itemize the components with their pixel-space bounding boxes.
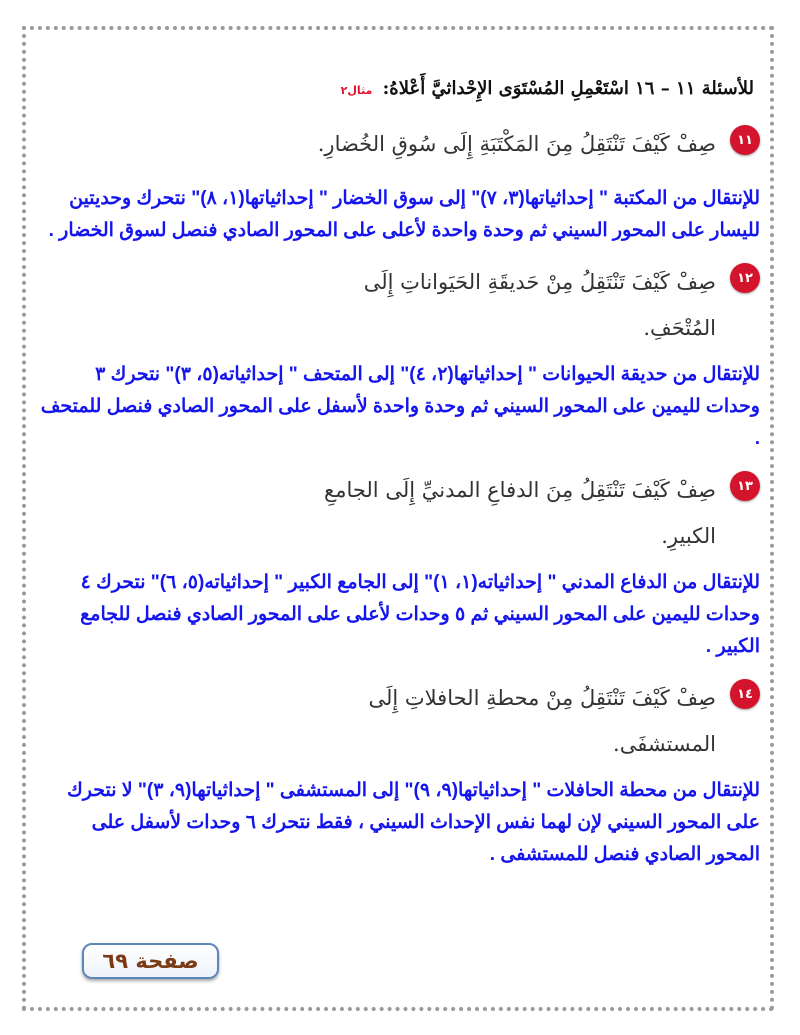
question-11 [40, 121, 760, 167]
answer-11: للإنتقال من المكتبة " إحداثياتها(٣، ٧)" إلى سوق الخضار " إحداثياتها(١، ٨)" نتحرك وحديتين لليسار على المحور السيني ثم وحدة واحدة لأعلى على المحور الصادي فنصل لسوق الخضار . [48, 188, 760, 241]
question-number-badge: ١٤ [730, 679, 760, 709]
page-number-label: صفحة ٦٩ [82, 943, 219, 979]
answer-12: للإنتقال من حديقة الحيوانات " إحداثياتها(٢، ٤)" إلى المتحف " إحداثياته(٥، ٣)" نتحرك ٣ وحدات لليمين على المحور السيني ثم وحدة واحدة لأسفل على المحور الصادي فنصل للمتحف . [40, 364, 760, 449]
question-14 [40, 675, 760, 767]
question-13 [40, 467, 760, 559]
worksheet-content [40, 78, 760, 871]
answer-14: للإنتقال من محطة الحافلات " إحداثياتها(٩، ٩)" إلى المستشفى " إحداثياتها(٩، ٣)" لا نتحرك على المحور السيني لإن لهما نفس الإحداث السيني ، فقط نتحرك ٦ وحدات لأسفل على المحور الصادي فنصل للمستشفى . [67, 780, 760, 865]
question-number-badge: ١٢ [730, 263, 760, 293]
question-text: صِفْ كَيْفَ تَنْتَقِلُ مِنَ المَكْتَبَةِ إِلَى سُوقِ الخُضارِ. [317, 132, 716, 156]
example-reference: مثال٢ [340, 84, 373, 97]
question-number-badge: ١٣ [730, 471, 760, 501]
question-text: صِفْ كَيْفَ تَنْتَقِلُ مِنْ حَديقَةِ الحَيَواناتِ إِلَى المُتْحَفِ. [363, 270, 716, 340]
instructions-header [40, 78, 754, 99]
instructions-text: للأسئلة ١١ – ١٦ اسْتَعْمِلِ المُسْتَوَى الإِحْداثيَّ أَعْلاهُ: [382, 78, 754, 99]
question-number-badge: ١١ [730, 125, 760, 155]
question-text: صِفْ كَيْفَ تَنْتَقِلُ مِنْ محطةِ الحافلاتِ إِلَى المستشفَى. [368, 686, 716, 756]
answer-13: للإنتقال من الدفاع المدني " إحداثياته(١، ١)" إلى الجامع الكبير " إحداثياته(٥، ٦)" نتحرك ٤ وحدات لليمين على المحور السيني ثم ٥ وحدات لأعلى على المحور الصادي فنصل للجامع الكبير . [80, 572, 760, 657]
question-text: صِفْ كَيْفَ تَنْتَقِلُ مِنَ الدفاعِ المدنيِّ إِلَى الجامعِ الكبيرِ. [324, 478, 716, 548]
question-12 [40, 259, 760, 351]
